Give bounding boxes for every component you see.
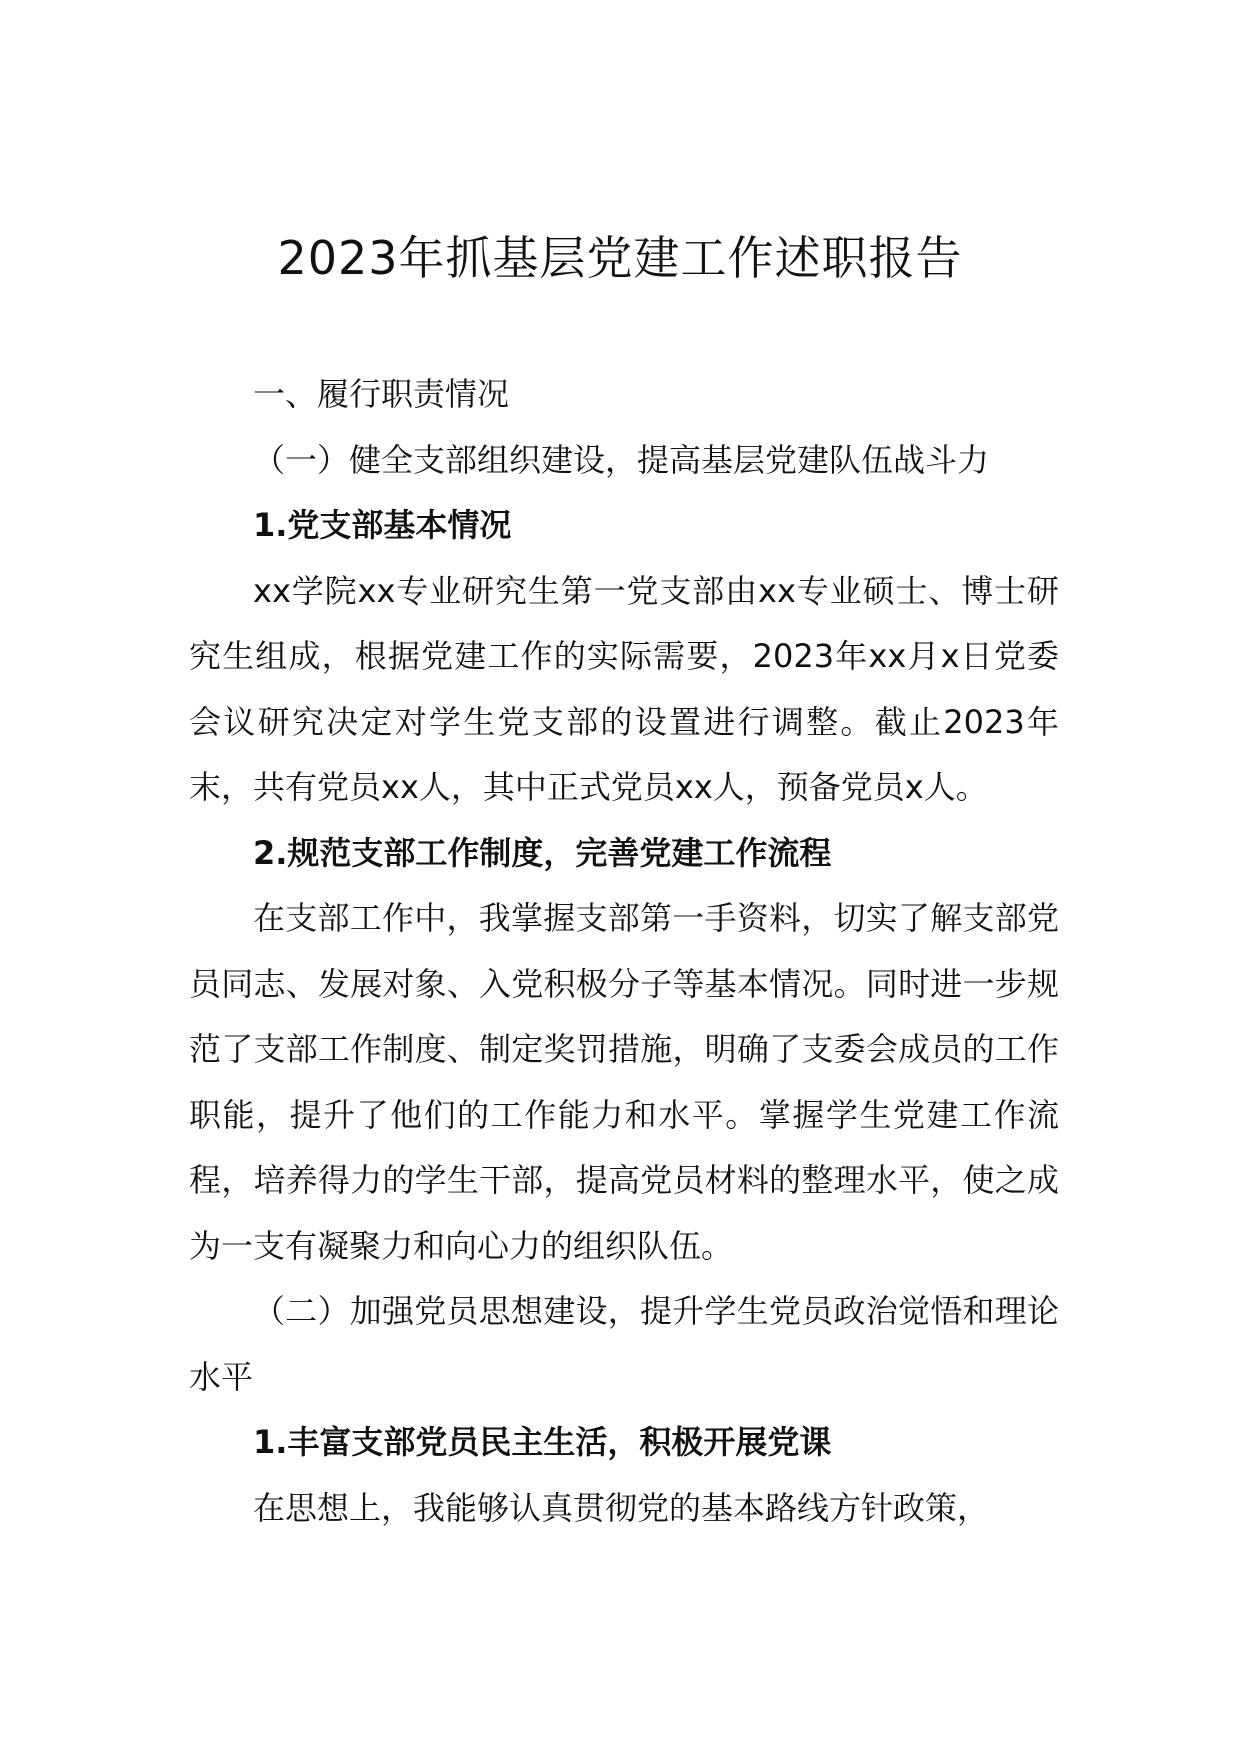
section-heading-1: 一、履行职责情况 [253,375,510,413]
paragraph-ideology: 在思想上，我能够认真贯彻党的基本路线方针政策， [253,1488,990,1527]
item-heading-3: 1.丰富支部党员民主生活，积极开展党课 [253,1423,832,1461]
subsection-heading-1: （一）健全支部组织建设，提高基层党建队伍战斗力 [253,440,990,479]
document-body [189,362,1059,1541]
document-title: 2023年抓基层党建工作述职报告 [277,231,963,285]
item-heading-2: 2.规范支部工作制度，完善党建工作流程 [253,833,832,872]
paragraph-work-system: 在支部工作中，我掌握支部第一手资料，切实了解支部党员同志、发展对象、入党积极分子等基本情况。同时进一步规范了支部工作制度、制定奖罚措施，明确了支委会成员的工作职能，提升了他们的工作能力和水平。掌握学生党建工作流程，培养得力的学生干部，提高党员材料的整理水平，使之成为一支有凝聚力和向心力的组织队伍。 [189,899,1059,1265]
item-heading-1: 1.党支部基本情况 [253,506,512,544]
subsection-heading-2: （二）加强党员思想建设，提升学生党员政治觉悟和理论水平 [189,1292,1059,1396]
paragraph-branch-basic-info: xx学院xx专业研究生第一党支部由xx专业硕士、博士研究生组成，根据党建工作的实际需要，2023年xx月x日党委会议研究决定对学生党支部的设置进行调整。截止2023年末，共有党员xx人，其中正式党员xx人，预备党员x人。 [189,571,1059,806]
